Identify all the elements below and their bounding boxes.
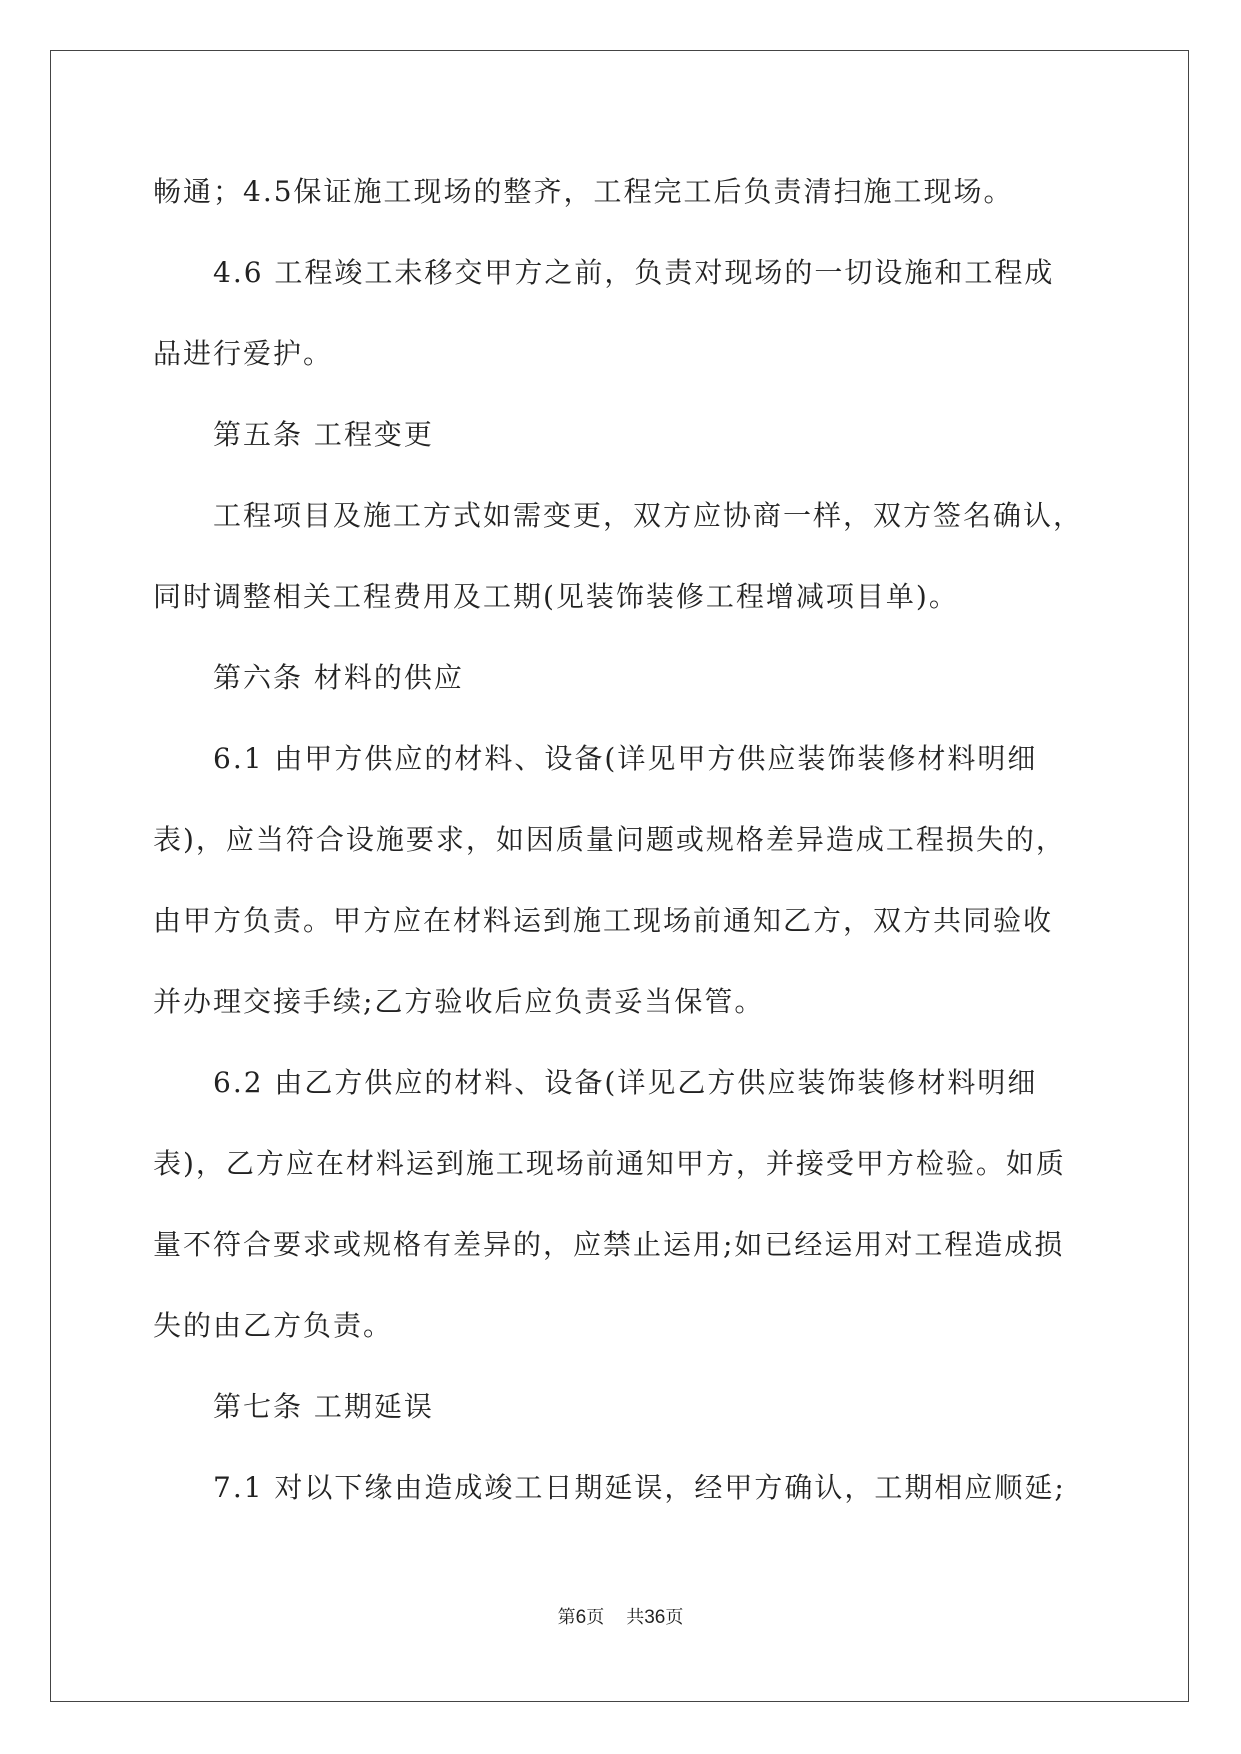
text-line: 由甲方负责。甲方应在材料运到施工现场前通知乙方，双方共同验收 [153,904,1054,937]
text-line: 4.6 工程竣工未移交甲方之前，负责对现场的一切设施和工程成 [213,256,1055,289]
section-heading: 第六条 材料的供应 [213,661,464,694]
section-heading: 第五条 工程变更 [213,418,434,451]
section-heading: 第七条 工期延误 [213,1390,434,1423]
page-number: 6 [575,1607,587,1628]
page-suffix: 页 [586,1607,605,1628]
text-line: 失的由乙方负责。 [153,1309,394,1342]
page-footer [0,1607,1241,1629]
text-line: 畅通；4.5保证施工现场的整齐，工程完工后负责清扫施工现场。 [153,175,1014,208]
text-line: 量不符合要求或规格有差异的，应禁止运用;如已经运用对工程造成损 [153,1228,1065,1261]
text-line: 品进行爱护。 [153,337,334,370]
total-suffix: 页 [665,1607,684,1628]
text-line: 6.2 由乙方供应的材料、设备(详见乙方供应装饰装修材料明细 [213,1066,1038,1099]
text-line: 6.1 由甲方供应的材料、设备(详见甲方供应装饰装修材料明细 [213,742,1038,775]
total-prefix: 共 [626,1607,645,1628]
text-line: 7.1 对以下缘由造成竣工日期延误，经甲方确认，工期相应顺延; [213,1471,1066,1504]
text-line: 并办理交接手续;乙方验收后应负责妥当保管。 [153,985,765,1018]
page-prefix: 第 [557,1607,576,1628]
page-border [50,50,1189,1702]
text-line: 表)，应当符合设施要求，如因质量问题或规格差异造成工程损失的， [153,823,1066,856]
text-line: 工程项目及施工方式如需变更，双方应协商一样，双方签名确认， [213,499,1084,532]
text-line: 同时调整相关工程费用及工期(见装饰装修工程增减项目单)。 [153,580,959,613]
text-line: 表)，乙方应在材料运到施工现场前通知甲方，并接受甲方检验。如质 [153,1147,1066,1180]
total-pages: 36 [644,1607,666,1628]
